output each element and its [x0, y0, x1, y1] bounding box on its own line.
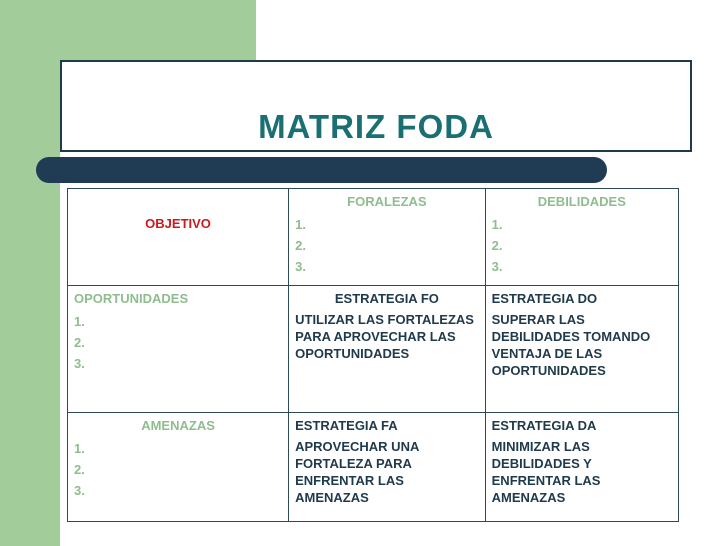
weaknesses-label: DEBILIDADES [537, 194, 626, 209]
list-item: 3. [491, 259, 503, 274]
foda-matrix [67, 188, 679, 522]
strengths-cell [289, 189, 486, 286]
threats-label: AMENAZAS [141, 418, 215, 433]
list-item: 2. [74, 462, 85, 477]
strategy-fa-cell [289, 413, 486, 522]
list-item: 1. [491, 217, 503, 232]
list-item: 2. [74, 335, 85, 350]
strategy-fo-text: UTILIZAR LAS FORTALEZAS PARA APROVECHAR LAS OPORTUNIDADES [295, 312, 474, 361]
strategy-do-text: SUPERAR LAS DEBILIDADES TOMANDO VENTAJA DE LAS OPORTUNIDADES [491, 312, 651, 378]
strengths-label: FORALEZAS [347, 194, 427, 209]
strategy-fa-title: ESTRATEGIA FA [295, 418, 398, 433]
objective-cell [68, 189, 289, 286]
strategy-da-title: ESTRATEGIA DA [491, 418, 597, 433]
list-item: 2. [295, 238, 306, 253]
strategy-da-text: MINIMIZAR LAS DEBILIDADES Y ENFRENTAR LAS AMENAZAS [491, 439, 601, 505]
objective-label: OBJETIVO [145, 216, 211, 231]
list-item: 3. [74, 483, 85, 498]
weaknesses-cell [485, 189, 678, 286]
strategy-do-cell [485, 286, 678, 413]
list-item: 1. [74, 441, 85, 456]
strategy-da-cell [485, 413, 678, 522]
opportunities-label: OPORTUNIDADES [74, 291, 189, 306]
list-item: 3. [74, 356, 85, 371]
strategy-fo-title: ESTRATEGIA FO [334, 291, 439, 306]
opportunities-row [68, 286, 679, 413]
strategy-fa-text: APROVECHAR UNA FORTALEZA PARA ENFRENTAR LAS AMENAZAS [295, 439, 419, 505]
opportunities-cell [68, 286, 289, 413]
list-item: 2. [491, 238, 503, 253]
strategy-fo-cell [289, 286, 486, 413]
page-title: MATRIZ FODA [258, 108, 494, 145]
threats-cell [68, 413, 289, 522]
strategy-do-title: ESTRATEGIA DO [491, 291, 598, 306]
list-item: 3. [295, 259, 306, 274]
list-item: 1. [295, 217, 306, 232]
header-row [68, 189, 679, 286]
title-box [60, 60, 692, 152]
decor-bar [36, 157, 607, 183]
decor-green-strip [0, 150, 60, 546]
threats-row [68, 413, 679, 522]
list-item: 1. [74, 314, 85, 329]
